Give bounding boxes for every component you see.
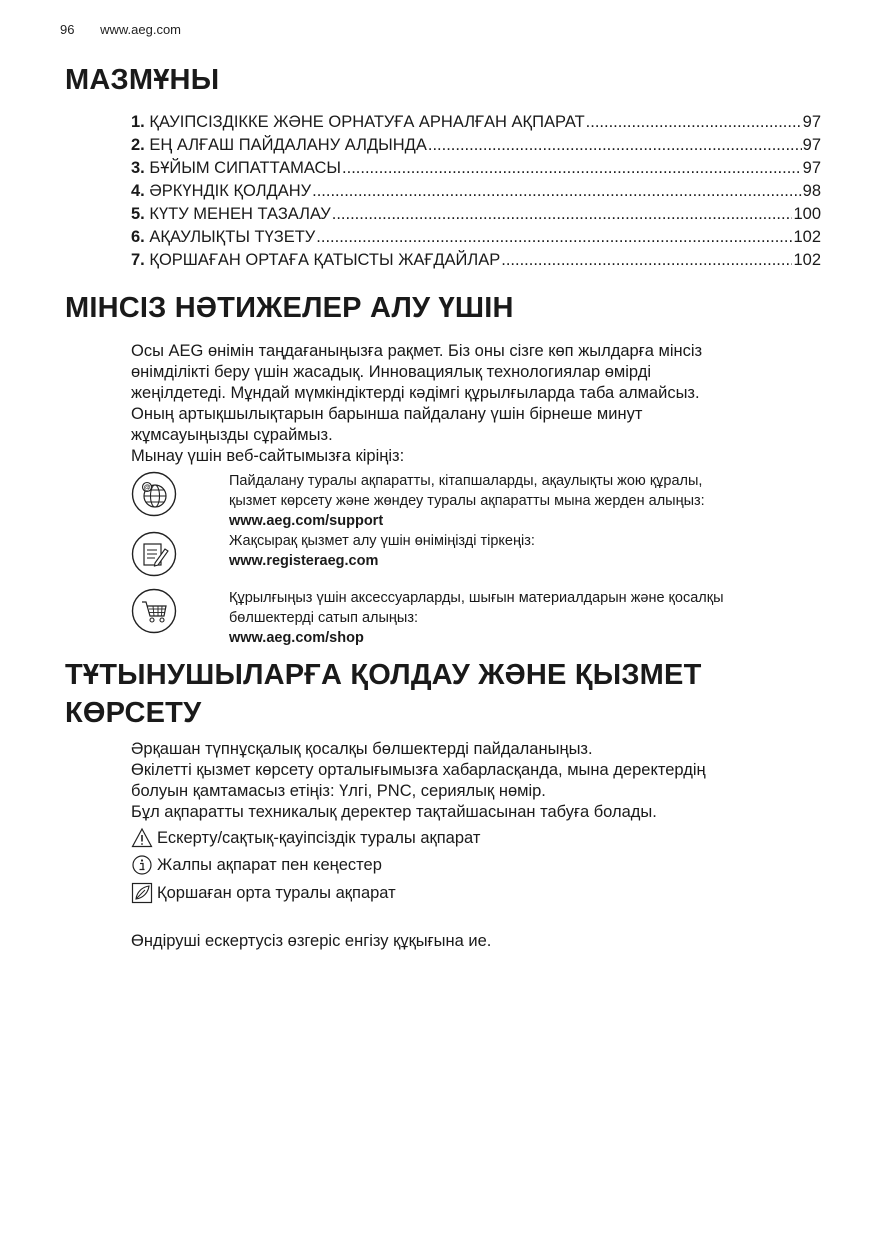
warning-triangle-icon	[131, 827, 153, 849]
environment-legend-text: Қоршаған орта туралы ақпарат	[157, 884, 396, 902]
intro-line: жұмсауыңызды сұраймыз.	[131, 426, 333, 444]
toc-item-label: АҚАУЛЫҚТЫ ТҮЗЕТУ	[149, 228, 316, 246]
section-title-customer-care	[65, 656, 702, 732]
intro-line: Осы AEG өнімін таңдағаныңызға рақмет. Біз оны сізге көп жылдарға мінсіз	[131, 342, 703, 360]
intro-line: Оның артықшылықтарын барынша пайдалану үшін бірнеше минут	[131, 405, 643, 423]
toc-item-page: 102	[793, 251, 821, 269]
toc-item-number: 5.	[131, 205, 145, 223]
support-link-text	[229, 471, 819, 531]
toc-item-label: ҚАУІПСІЗДІККЕ ЖӘНЕ ОРНАТУҒА АРНАЛҒАН АҚПАРАТ	[149, 113, 585, 131]
warning-legend-text: Ескерту/сақтық-қауіпсіздік туралы ақпарат	[157, 829, 481, 847]
toc-item-number: 1.	[131, 113, 145, 131]
toc-leader-dots	[332, 203, 793, 226]
toc-item-label: КҮТУ МЕНЕН ТАЗАЛАУ	[149, 205, 331, 223]
toc-item[interactable]	[131, 226, 821, 249]
section-title-line: КӨРСЕТУ	[65, 697, 202, 729]
toc-item[interactable]	[131, 111, 821, 134]
table-of-contents	[131, 111, 821, 272]
warning-legend-item	[131, 827, 480, 849]
info-legend-text: Жалпы ақпарат пен кеңестер	[157, 856, 382, 874]
toc-leader-dots	[312, 180, 802, 203]
toc-item[interactable]	[131, 157, 821, 180]
toc-item-number: 3.	[131, 159, 145, 177]
support-url-link[interactable]: www.aeg.com/support	[229, 513, 384, 529]
shopping-cart-icon	[131, 588, 177, 634]
shop-link-line: Құрылғыңыз үшін аксессуарларды, шығын материалдарын және қосалқы	[229, 590, 724, 606]
care-line: Бұл ақпаратты техникалық деректер тақтайшасынан табуға болады.	[131, 803, 657, 821]
intro-line: жеңілдетеді. Мұндай мүмкіндіктерді кәдімгі құрылғыларда таба алмайсыз.	[131, 384, 700, 402]
toc-item-number: 6.	[131, 228, 145, 246]
manufacturer-note: Өндіруші ескертусіз өзгеріс енгізу құқығына ие.	[131, 932, 492, 950]
globe-icon	[131, 471, 177, 517]
intro-paragraph	[131, 341, 811, 467]
toc-item-page: 97	[802, 113, 821, 131]
page-header	[60, 22, 203, 37]
section-title-line: ТҰТЫНУШЫЛАРҒА ҚОЛДАУ ЖӘНЕ ҚЫЗМЕТ	[65, 659, 702, 691]
website-link[interactable]: www.aeg.com	[100, 22, 182, 37]
toc-item[interactable]	[131, 203, 821, 226]
support-link-line: қызмет көрсету және жөндеу туралы ақпаратты мына жерден алыңыз:	[229, 493, 705, 509]
toc-item-label: ЕҢ АЛҒАШ ПАЙДАЛАНУ АЛДЫНДА	[149, 136, 427, 154]
care-line: болуын қамтамасыз етіңіз: Үлгі, PNC, сериялық нөмір.	[131, 782, 546, 800]
register-link-text	[229, 531, 819, 571]
intro-line: Мынау үшін веб-сайтымызға кіріңіз:	[131, 447, 405, 465]
toc-item-number: 2.	[131, 136, 145, 154]
toc-leader-dots	[342, 157, 802, 180]
customer-care-paragraph	[131, 739, 821, 823]
toc-item-page: 102	[793, 228, 821, 246]
register-link-line: Жақсырақ қызмет алу үшін өніміңізді тіркеңіз:	[229, 533, 535, 549]
toc-leader-dots	[428, 134, 802, 157]
toc-item-number: 7.	[131, 251, 145, 269]
toc-leader-dots	[501, 249, 792, 272]
toc-item[interactable]	[131, 134, 821, 157]
toc-item[interactable]	[131, 180, 821, 203]
shop-url-link[interactable]: www.aeg.com/shop	[229, 630, 364, 646]
toc-item-number: 4.	[131, 182, 145, 200]
toc-item[interactable]	[131, 249, 821, 272]
care-line: Әрқашан түпнұсқалық қосалқы бөлшектерді пайдаланыңыз.	[131, 740, 593, 758]
environment-legend-item	[131, 882, 396, 904]
intro-line: өнімділікті беру үшін жасадық. Инновациялық технологиялар өмірді	[131, 363, 651, 381]
toc-item-page: 97	[802, 159, 821, 177]
page-number: 96	[60, 22, 75, 37]
toc-item-page: 98	[802, 182, 821, 200]
toc-item-label: ӘРКҮНДІК ҚОЛДАНУ	[149, 182, 312, 200]
section-title-best-results: МІНСІЗ НӘТИЖЕЛЕР АЛУ ҮШІН	[65, 292, 514, 324]
toc-item-label: ҚОРШАҒАН ОРТАҒА ҚАТЫСТЫ ЖАҒДАЙЛАР	[149, 251, 501, 269]
toc-item-page: 97	[802, 136, 821, 154]
register-form-icon	[131, 531, 177, 577]
environment-leaf-icon	[131, 882, 153, 904]
info-legend-item	[131, 854, 382, 876]
shop-link-text	[229, 588, 819, 648]
toc-leader-dots	[586, 111, 802, 134]
shop-link-line: бөлшектерді сатып алыңыз:	[229, 610, 419, 626]
toc-title: МАЗМҰНЫ	[65, 64, 220, 96]
register-url-link[interactable]: www.registeraeg.com	[229, 553, 379, 569]
care-line: Өкілетті қызмет көрсету орталығымызға хабарласқанда, мына деректердің	[131, 761, 706, 779]
svg-text:@: @	[143, 484, 151, 492]
info-icon	[131, 854, 153, 876]
toc-item-page: 100	[793, 205, 821, 223]
support-link-line: Пайдалану туралы ақпаратты, кітапшаларды, ақаулықты жою құралы,	[229, 473, 703, 489]
toc-item-label: БҰЙЫМ СИПАТТАМАСЫ	[149, 159, 342, 177]
toc-leader-dots	[316, 226, 792, 249]
